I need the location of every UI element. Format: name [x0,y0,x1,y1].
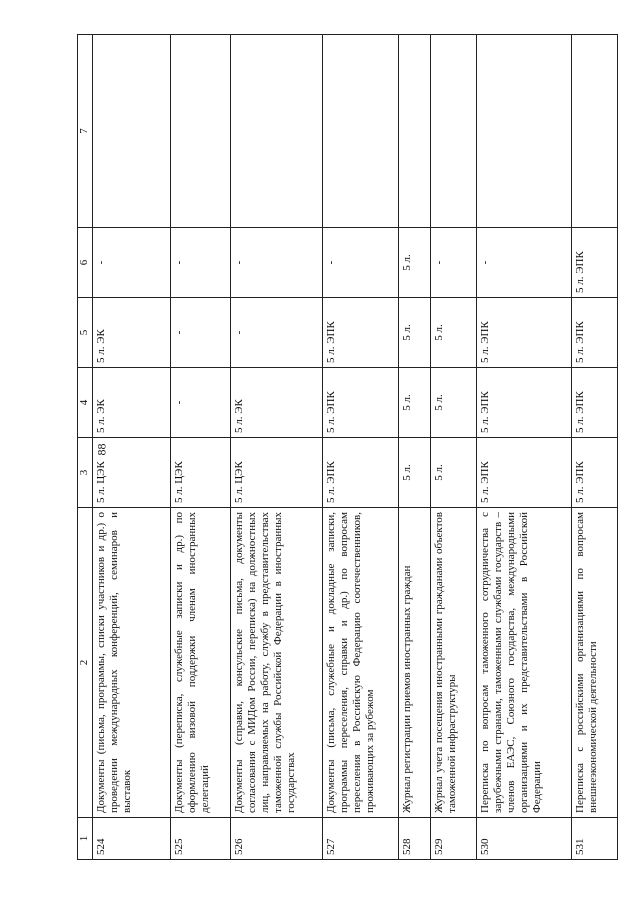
article-number: 530 [477,818,572,860]
table-row [93,35,171,860]
retention-col5: 5 л. ЭК [93,298,171,368]
retention-col5: - [171,298,231,368]
rotated-table-container [77,35,599,860]
article-number: 524 [93,818,171,860]
article-number: 526 [231,818,323,860]
retention-col3: 5 л. ЦЭК [171,438,231,508]
article-number: 528 [399,818,431,860]
page-number: 88 [94,443,109,456]
column-header: 7 [78,35,93,228]
retention-col6: - [231,228,323,298]
retention-col3: 5 л. ЦЭК [93,438,171,508]
column-header: 2 [78,508,93,818]
document-title: Переписка по вопросам таможенного сотрудничества с зарубежными странами, таможенными службами государств – членов ЕАЭС, Союзного государства, международными организациями и их представительствами в Российской Федерации [477,508,572,818]
document-title: Журнал регистрации приемов иностранных граждан [399,508,431,818]
notes-cell [231,35,323,228]
column-header: 6 [78,228,93,298]
notes-cell [323,35,399,228]
retention-col5: 5 л. [399,298,431,368]
retention-schedule-table [77,34,618,860]
table-row [431,35,477,860]
column-header: 4 [78,368,93,438]
table-row [171,35,231,860]
article-number: 529 [431,818,477,860]
column-header: 5 [78,298,93,368]
retention-col4: 5 л. [431,368,477,438]
retention-col4: 5 л. ЭПК [572,368,618,438]
retention-col6: - [323,228,399,298]
document-title: Документы (письма, служебные и докладные записки, программы переселения, справки и др.) по вопросам переселения в Российскую Федерацию соотечественников, проживающих за рубежом [323,508,399,818]
notes-cell [93,35,171,228]
retention-col4: 5 л. ЭК [231,368,323,438]
article-number: 531 [572,818,618,860]
header-row [78,35,93,860]
document-title: Документы (справки, консульские письма, документы согласования с МИДом России, переписка) на должностных лиц, направляемых на работу, службу в представительствах таможенной службы Российской Федерации в иностранных государствах [231,508,323,818]
table-row [477,35,572,860]
document-title: Документы (переписка, служебные записки и др.) по оформлению визовой поддержки членам иностранных делегаций [171,508,231,818]
retention-col3: 5 л. [399,438,431,508]
retention-col4: 5 л. ЭПК [477,368,572,438]
notes-cell [477,35,572,228]
notes-cell [572,35,618,228]
retention-col3: 5 л. ЭПК [323,438,399,508]
article-number: 525 [171,818,231,860]
retention-col4: - [171,368,231,438]
retention-col5: 5 л. ЭПК [572,298,618,368]
notes-cell [399,35,431,228]
retention-col4: 5 л. ЭПК [323,368,399,438]
retention-col6: - [431,228,477,298]
retention-col6: - [171,228,231,298]
table-row [572,35,618,860]
retention-col3: 5 л. ЭПК [572,438,618,508]
retention-col3: 5 л. ЭПК [477,438,572,508]
table-row [323,35,399,860]
notes-cell [171,35,231,228]
document-title: Документы (письма, программы, списки участников и др.) о проведении международных конференций, семинаров и выставок [93,508,171,818]
table-row [231,35,323,860]
retention-col5: 5 л. ЭПК [477,298,572,368]
document-title: Переписка с российскими организациями по вопросам внешнеэкономической деятельности [572,508,618,818]
table-row [399,35,431,860]
retention-col5: 5 л. [431,298,477,368]
retention-col5: - [231,298,323,368]
retention-col4: 5 л. ЭК [93,368,171,438]
retention-col6: 5 л. [399,228,431,298]
notes-cell [431,35,477,228]
document-title: Журнал учета посещения иностранными гражданами объектов таможенной инфраструктуры [431,508,477,818]
retention-col5: 5 л. ЭПК [323,298,399,368]
retention-col3: 5 л. ЦЭК [231,438,323,508]
retention-col6: - [93,228,171,298]
retention-col6: 5 л. ЭПК [572,228,618,298]
column-header: 1 [78,818,93,860]
column-header: 3 [78,438,93,508]
article-number: 527 [323,818,399,860]
retention-col3: 5 л. [431,438,477,508]
retention-col4: 5 л. [399,368,431,438]
retention-col6: - [477,228,572,298]
